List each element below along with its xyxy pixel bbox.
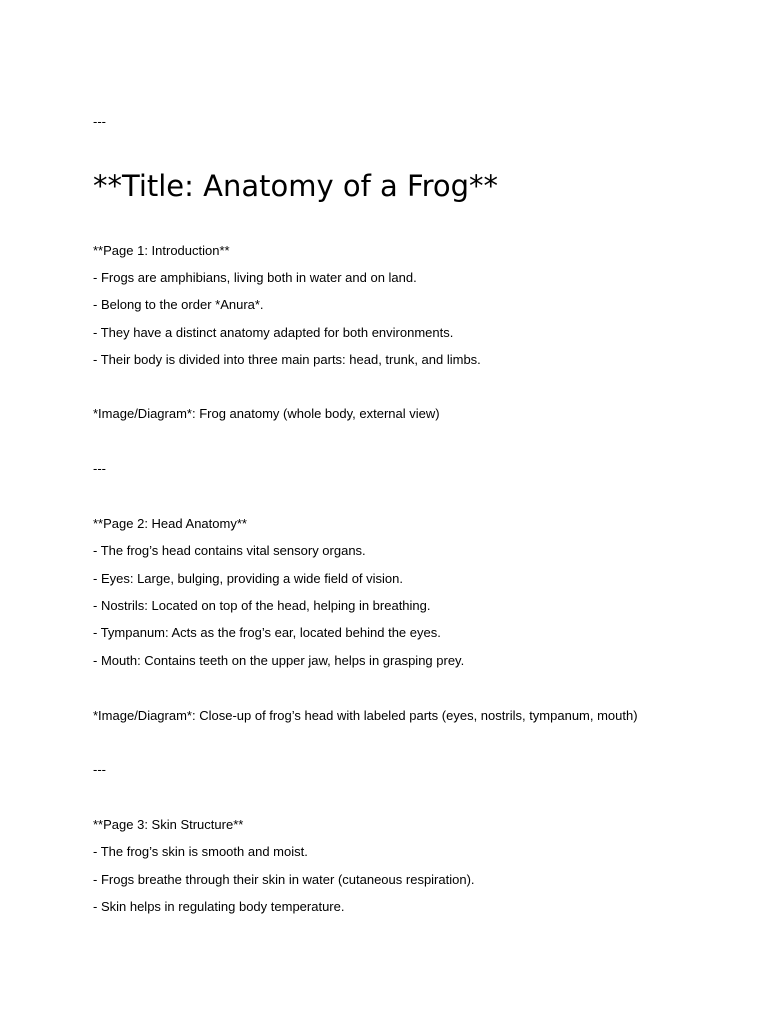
separator: --- [93, 461, 106, 476]
bullet-item: - Belong to the order *Anura*. [93, 297, 264, 312]
image-note: *Image/Diagram*: Frog anatomy (whole body, external view) [93, 406, 440, 421]
bullet-item: - Their body is divided into three main parts: head, trunk, and limbs. [93, 352, 481, 367]
section-heading-introduction: **Page 1: Introduction** [93, 243, 230, 258]
document-title: **Title: Anatomy of a Frog** [93, 169, 499, 203]
bullet-item: - Tympanum: Acts as the frog’s ear, located behind the eyes. [93, 625, 441, 640]
bullet-item: - Nostrils: Located on top of the head, helping in breathing. [93, 598, 431, 613]
bullet-item: - Frogs are amphibians, living both in water and on land. [93, 270, 417, 285]
bullet-item: - Eyes: Large, bulging, providing a wide field of vision. [93, 571, 404, 586]
separator: --- [93, 762, 106, 777]
bullet-item: - The frog’s skin is smooth and moist. [93, 844, 308, 859]
image-note: *Image/Diagram*: Close-up of frog’s head with labeled parts (eyes, nostrils, tympanum, mouth) [93, 708, 638, 723]
bullet-item: - The frog’s head contains vital sensory organs. [93, 543, 366, 558]
separator: --- [93, 114, 106, 129]
section-heading-head-anatomy: **Page 2: Head Anatomy** [93, 516, 247, 531]
bullet-item: - Mouth: Contains teeth on the upper jaw, helps in grasping prey. [93, 653, 465, 668]
bullet-item: - Skin helps in regulating body temperature. [93, 899, 345, 914]
section-heading-skin-structure: **Page 3: Skin Structure** [93, 817, 244, 832]
bullet-item: - They have a distinct anatomy adapted for both environments. [93, 325, 454, 340]
bullet-item: - Frogs breathe through their skin in water (cutaneous respiration). [93, 872, 475, 887]
